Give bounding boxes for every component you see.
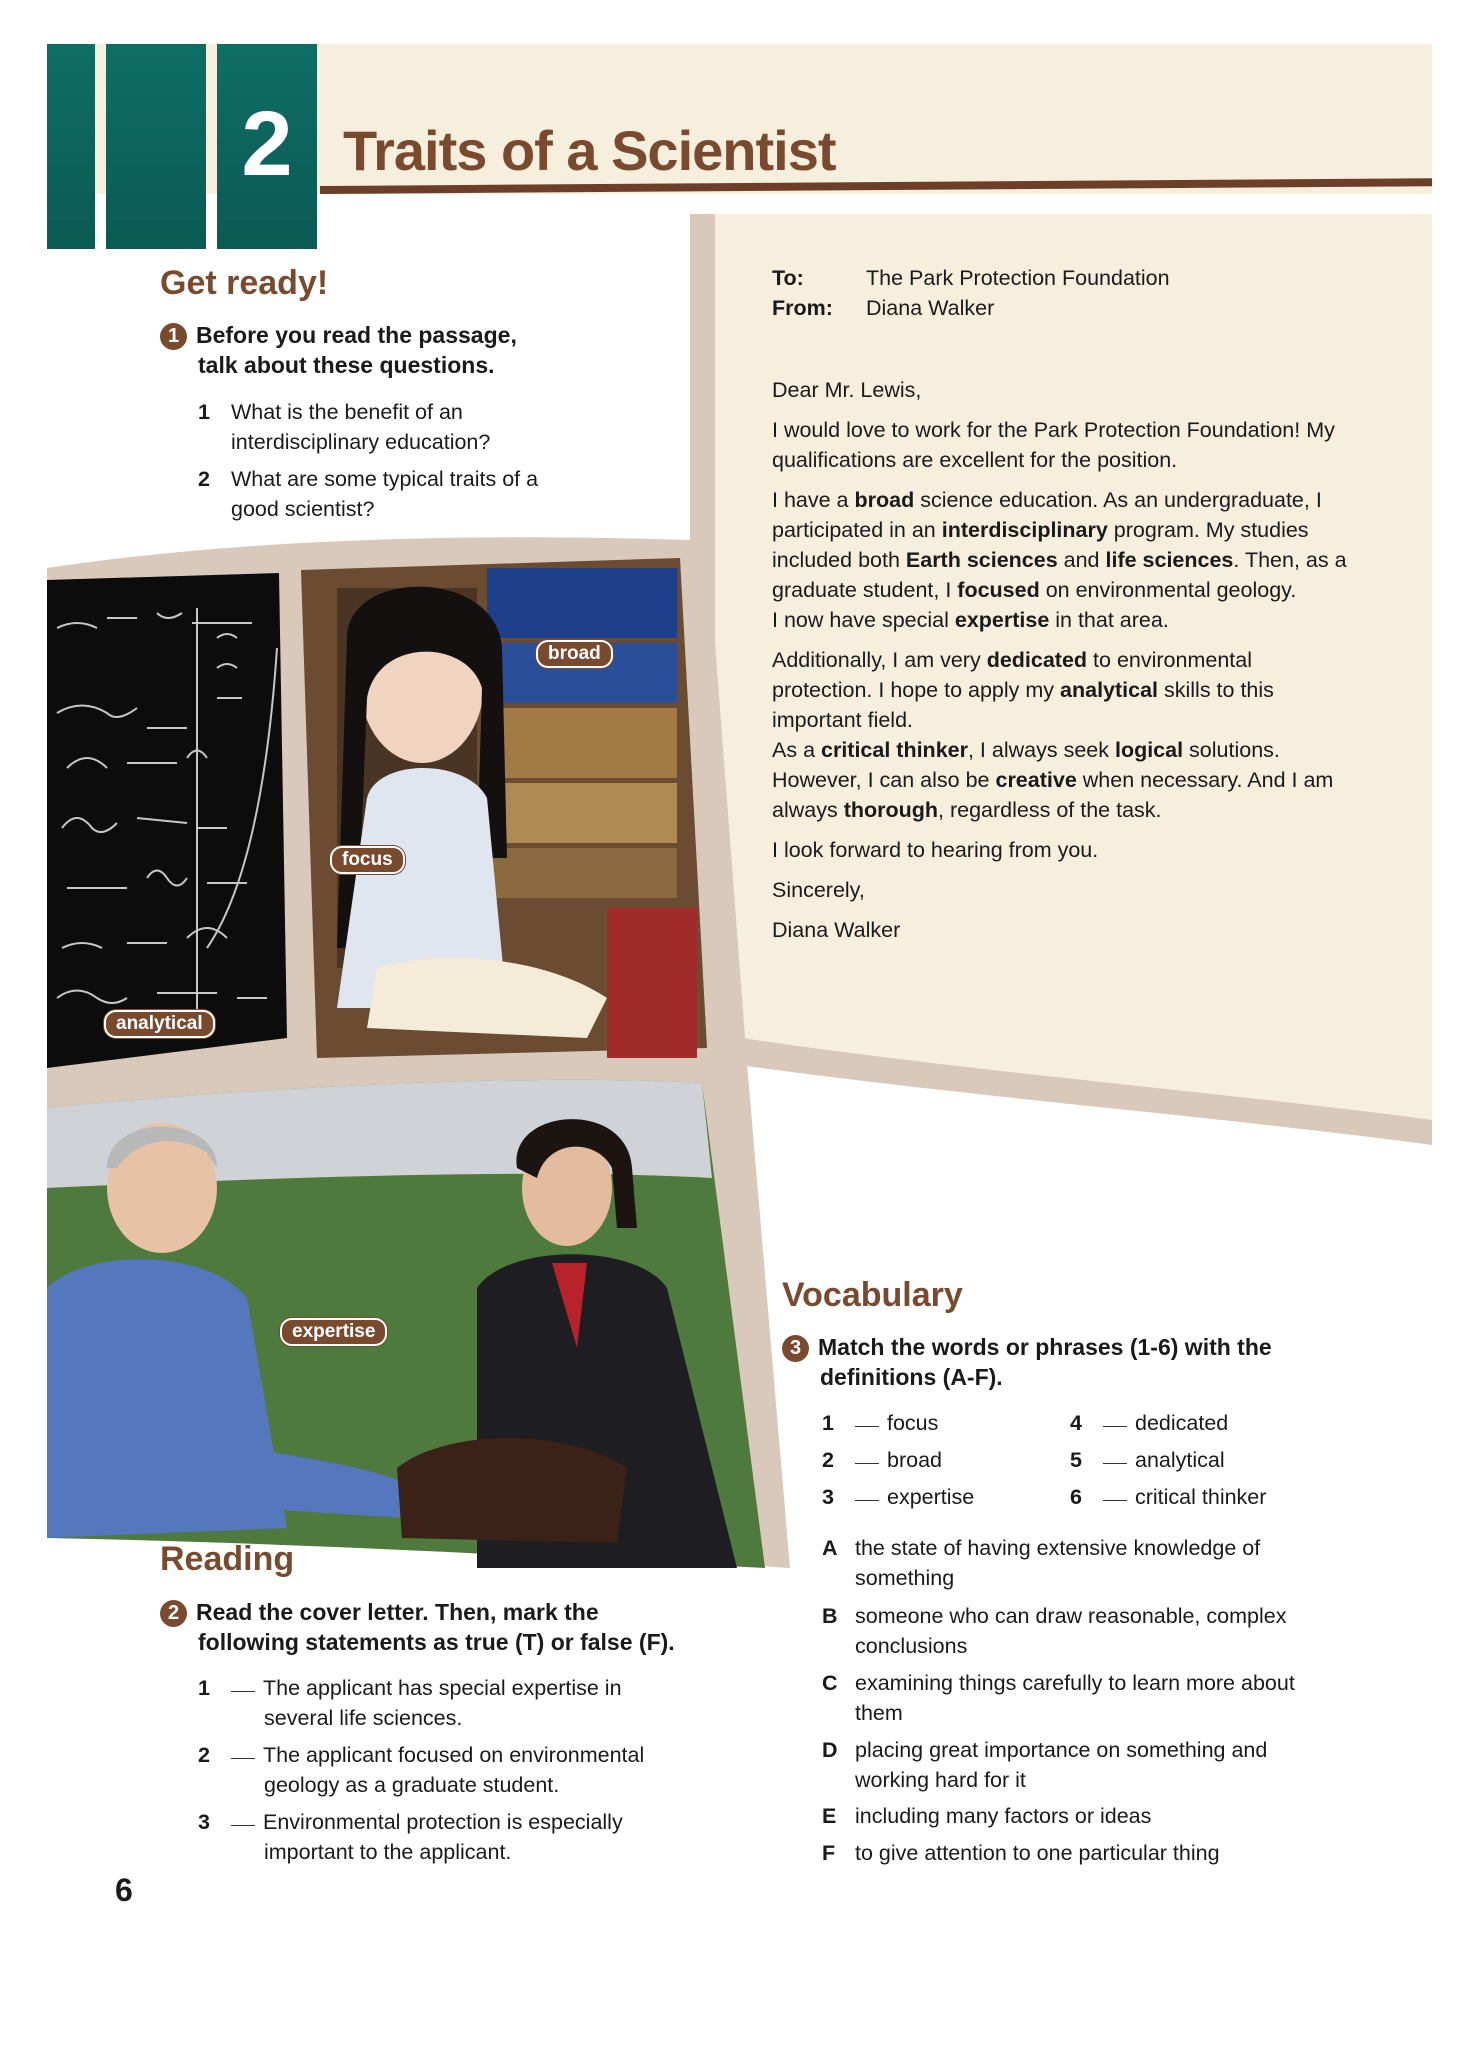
vocab-word-item: 3 expertise (822, 1485, 975, 1509)
statement-number: 2 (198, 1743, 210, 1767)
page-title: Traits of a Scientist (343, 119, 836, 182)
answer-blank[interactable] (231, 1691, 255, 1692)
question-text: good scientist? (231, 497, 375, 521)
header-tab (106, 44, 206, 249)
answer-blank[interactable] (855, 1426, 879, 1427)
instruction-text: Read the cover letter. Then, mark the (196, 1599, 599, 1625)
letter-paragraph: I would love to work for the Park Protection Foundation! My qualifications are excellent for the position. (772, 418, 1335, 472)
vocab-word-item: 4 dedicated (1070, 1411, 1229, 1435)
question-number: 1 (198, 400, 210, 424)
vocab-word-item: 6 critical thinker (1070, 1485, 1267, 1509)
get-ready-heading: Get ready! (160, 264, 329, 302)
statement-text: Environmental protection is especially (263, 1810, 623, 1834)
reading-heading: Reading (160, 1540, 295, 1578)
letter-from-label: From: (772, 296, 833, 320)
statement-item (198, 1807, 718, 1867)
answer-blank[interactable] (231, 1825, 255, 1826)
answer-blank[interactable] (231, 1758, 255, 1759)
vocab-word-item: 1 focus (822, 1411, 939, 1435)
vocab-word: broad (887, 1448, 942, 1472)
instruction-text: following statements as true (T) or false (F). (198, 1629, 675, 1655)
vocab-label-focus: focus (330, 846, 405, 874)
vocab-label-broad: broad (536, 640, 613, 668)
statement-text: The applicant has special expertise in (263, 1676, 622, 1700)
cover-letter (772, 263, 1352, 955)
vocab-word: focus (887, 1411, 939, 1435)
question-number-badge: 2 (160, 1600, 187, 1627)
letter-greeting: Dear Mr. Lewis, (772, 378, 922, 402)
answer-blank[interactable] (855, 1500, 879, 1501)
header-tab (47, 44, 95, 249)
unit-number: 2 (241, 93, 293, 195)
statement-number: 3 (198, 1810, 210, 1834)
statement-text: The applicant focused on environmental (263, 1743, 645, 1767)
answer-blank[interactable] (855, 1463, 879, 1464)
question-item (198, 397, 618, 457)
vocabulary-heading: Vocabulary (782, 1276, 963, 1314)
instruction-text: Before you read the passage, (196, 322, 517, 348)
vocab-label-expertise: expertise (280, 1318, 387, 1346)
letter-to-label: To: (772, 266, 804, 290)
answer-blank[interactable] (1103, 1463, 1127, 1464)
letter-paragraph: I have a broad science education. As an undergraduate, I participated in an interdisciplinary program. My studies included both Earth sciences and life sciences. Then, as a graduate student, I focused on environmental geology. I now have special expertise in that area. (772, 488, 1347, 632)
question-text: What is the benefit of an (231, 400, 463, 424)
letter-closing: I look forward to hearing from you. (772, 838, 1099, 862)
definition-item: B someone who can draw reasonable, complex conclusions (822, 1604, 1287, 1658)
letter-to-value: The Park Protection Foundation (866, 266, 1170, 290)
statement-number: 1 (198, 1676, 210, 1700)
question-number: 2 (198, 467, 210, 491)
reading-instruction (160, 1597, 760, 1657)
definition-item: D placing great importance on something and working hard for it (822, 1738, 1268, 1792)
statement-text: important to the applicant. (264, 1840, 512, 1864)
statement-item (198, 1673, 718, 1733)
letter-sign-off: Sincerely, (772, 878, 865, 902)
letter-signature: Diana Walker (772, 918, 901, 942)
get-ready-instruction (160, 320, 680, 380)
definition-item: E including many factors or ideas (822, 1804, 1152, 1828)
statement-text: geology as a graduate student. (264, 1773, 560, 1797)
definition-item: A the state of having extensive knowledge of something (822, 1536, 1261, 1590)
statement-text: several life sciences. (264, 1706, 463, 1730)
instruction-text: definitions (A-F). (820, 1364, 1003, 1390)
instruction-text: talk about these questions. (198, 352, 495, 378)
question-item (198, 464, 618, 524)
answer-blank[interactable] (1103, 1426, 1127, 1427)
colleagues-photo (47, 1080, 765, 1568)
statement-item (198, 1740, 718, 1800)
blackboard-photo (47, 573, 287, 1068)
definition-item: C examining things carefully to learn more about them (822, 1671, 1295, 1725)
student-reading-photo (301, 558, 707, 1058)
vocab-word-item: 2 broad (822, 1448, 942, 1472)
instruction-text: Match the words or phrases (1-6) with the (818, 1334, 1272, 1360)
vocab-word: critical thinker (1135, 1485, 1267, 1509)
vocabulary-instruction (782, 1332, 1382, 1392)
vocab-word-item: 5 analytical (1070, 1448, 1225, 1472)
letter-paragraph: Additionally, I am very dedicated to environmental protection. I hope to apply my analytical skills to this important field. As a critical thinker, I always seek logical solutions. However, I can also be creative when necessary. And I am always thorough, regardless of the task. (772, 648, 1334, 822)
vocab-word: expertise (887, 1485, 975, 1509)
vocab-word: dedicated (1135, 1411, 1229, 1435)
photo-collage (47, 528, 790, 1578)
question-number-badge: 1 (160, 323, 187, 350)
definition-item: F to give attention to one particular thing (822, 1841, 1220, 1865)
letter-from-value: Diana Walker (866, 296, 995, 320)
question-text: What are some typical traits of a (231, 467, 539, 491)
page-number: 6 (115, 1872, 133, 1908)
answer-blank[interactable] (1103, 1500, 1127, 1501)
vocab-word: analytical (1135, 1448, 1225, 1472)
vocab-label-analytical: analytical (104, 1010, 215, 1038)
question-number-badge: 3 (782, 1335, 809, 1362)
question-text: interdisciplinary education? (231, 430, 491, 454)
